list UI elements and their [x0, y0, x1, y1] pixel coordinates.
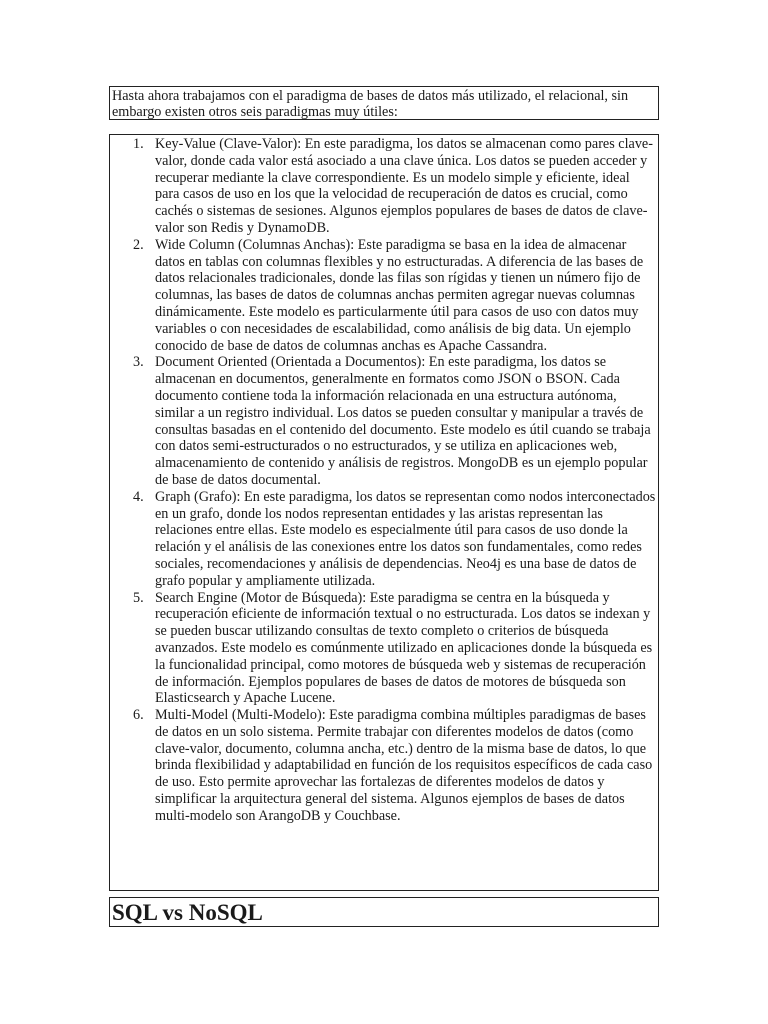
list-number: 5.	[133, 589, 144, 606]
list-item-text: Search Engine (Motor de Búsqueda): Este paradigma se centra en la búsqueda y recuperación eficiente de información textual o no estructurada. Los datos se indexan y se pueden buscar utilizando consultas de texto completo o criterios de búsqueda avanzados. Este modelo es comúnmente utilizado en aplicaciones donde la búsqueda es la funcionalidad principal, como motores de búsqueda web y sistemas de recuperación de información. Ejemplos populares de bases de datos de motores de búsqueda son Elasticsearch y Apache Lucene.	[155, 589, 653, 707]
list-number: 4.	[133, 488, 144, 505]
list-number: 6.	[133, 707, 144, 724]
section-heading: SQL vs NoSQL	[112, 900, 263, 925]
list-item-search-engine	[110, 590, 656, 708]
list-number: 2.	[133, 236, 144, 253]
list-item-text: Multi-Model (Multi-Modelo): Este paradigma combina múltiples paradigmas de bases de datos en un solo sistema. Permite trabajar con diferentes modelos de datos (como clave-valor, documento, columna ancha, etc.) dentro de la misma base de datos, lo que brinda flexibilidad y adaptabilidad en función de los requisitos específicos de cada caso de uso. Esto permite aprovechar las fortalezas de diferentes modelos de datos y simplificar la arquitectura general del sistema. Algunos ejemplos de bases de datos multi-modelo son ArangoDB y Couchbase.	[155, 707, 653, 824]
list-item-multi-model	[110, 707, 656, 825]
list-number: 1.	[133, 136, 144, 152]
list-number: 3.	[133, 354, 144, 371]
list-item-text: Wide Column (Columnas Anchas): Este paradigma se basa en la idea de almacenar datos en tablas con columnas flexibles y no estructuradas. A diferencia de las bases de datos relacionales tradicionales, donde las filas son rígidas y tienen un número fijo de columnas, las bases de datos de columnas anchas permiten agregar nuevas columnas dinámicamente. Este modelo es particularmente útil para casos de uso con datos muy variables o con necesidades de escalabilidad, como análisis de big data. Un ejemplo conocido de base de datos de columnas anchas es Apache Cassandra.	[155, 236, 644, 354]
intro-paragraph: Hasta ahora trabajamos con el paradigma de bases de datos más utilizado, el relacional, sin embargo existen otros seis paradigmas muy útiles:	[112, 88, 629, 121]
list-item-text: Document Oriented (Orientada a Documentos): En este paradigma, los datos se almacenan en documentos, generalmente en formatos como JSON o BSON. Cada documento contiene toda la información relacionada en una estructura autónoma, similar a un registro individual. Los datos se pueden consultar y manipular a través de consultas basadas en el contenido del documento. Este modelo es útil cuando se trabaja con datos semi-estructurados o no estructurados, y se utiliza en aplicaciones web, almacenamiento de contenido y análisis de registros. MongoDB es un ejemplo popular de base de datos documental.	[155, 354, 651, 488]
list-item-wide-column	[110, 237, 656, 355]
paradigms-list-box	[109, 134, 659, 891]
intro-text-box	[109, 86, 659, 120]
list-item-text: Key-Value (Clave-Valor): En este paradigma, los datos se almacenan como pares clave-valor, donde cada valor está asociado a una clave única. Los datos se pueden acceder y recuperar mediante la clave correspondiente. Es un modelo simple y eficiente, ideal para casos de uso en los que la velocidad de recuperación de datos es crucial, como cachés o sistemas de sesiones. Algunos ejemplos populares de bases de datos de clave-valor son Redis y DynamoDB.	[155, 136, 653, 236]
list-item-graph	[110, 489, 656, 590]
list-item-text: Graph (Grafo): En este paradigma, los datos se representan como nodos interconectados en un grafo, donde los nodos representan entidades y las aristas representan las relaciones entre ellas. Este modelo es especialmente útil para casos de uso donde la relación y el análisis de las conexiones entre los datos son fundamentales, como redes sociales, recomendaciones y análisis de dependencias. Neo4j es una base de datos de grafo popular y ampliamente utilizada.	[155, 488, 656, 589]
section-heading-box	[109, 897, 659, 927]
paradigms-list	[110, 136, 656, 825]
list-item-key-value	[110, 136, 656, 237]
list-item-document-oriented	[110, 354, 656, 488]
